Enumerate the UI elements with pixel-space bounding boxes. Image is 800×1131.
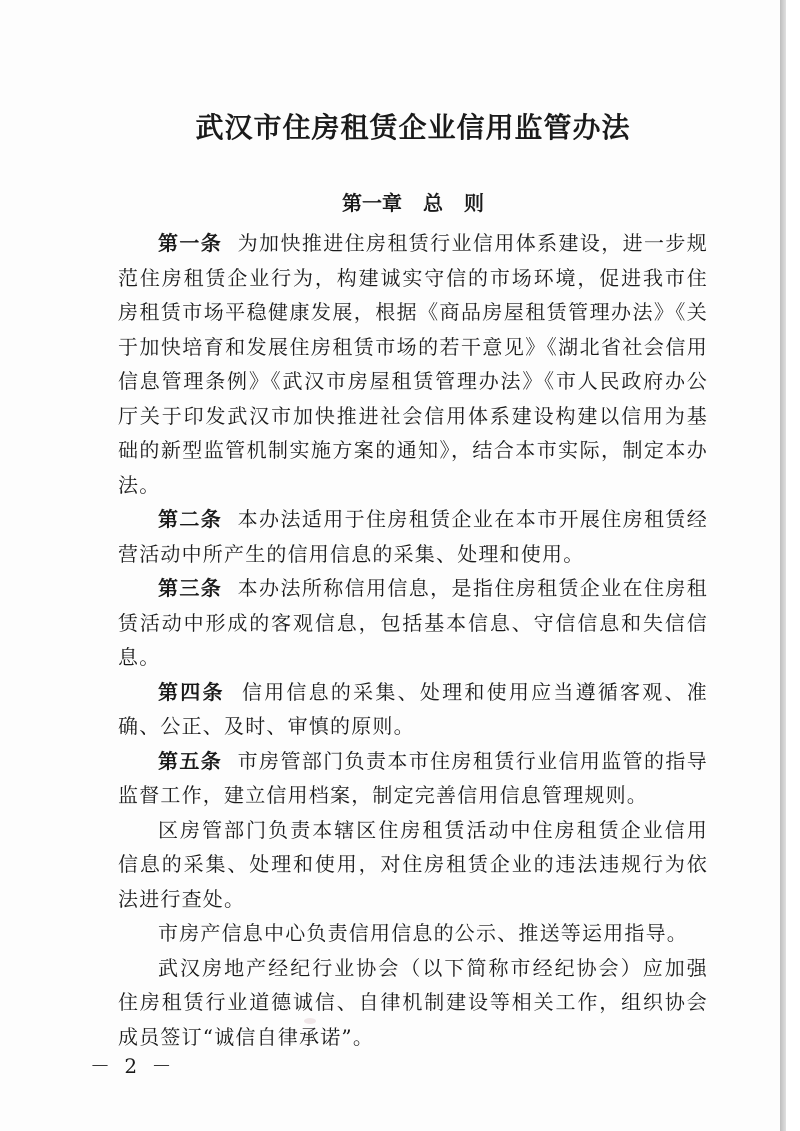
- article-2: [118, 502, 708, 571]
- article-text: 本办法所称信用信息，是指住房租赁企业在住房租赁活动中形成的客观信息，包括基本信息、守信信息和失信信息。: [118, 576, 708, 669]
- article-text: 信用信息的采集、处理和使用应当遵循客观、准确、公正、及时、审慎的原则。: [118, 679, 708, 738]
- article-3: [118, 571, 708, 675]
- chapter-title: 第一章 总 则: [342, 191, 484, 215]
- paragraph-district-duties: 区房管部门负责本辖区住房租赁活动中住房租赁企业信用信息的采集、处理和使用，对住房租赁企业的违法违规行为依法进行查处。: [118, 817, 708, 911]
- article-label: 第二条: [158, 507, 223, 531]
- article-label: 第一条: [158, 231, 223, 255]
- article-1: [118, 226, 708, 502]
- article-label: 第三条: [158, 576, 223, 600]
- scan-edge-margin: [786, 0, 800, 1131]
- article-5: [118, 744, 708, 813]
- article-text: 本办法适用于住房租赁企业在本市开展住房租赁经营活动中所产生的信用信息的采集、处理和使用。: [118, 507, 708, 566]
- document-title: 武汉市住房租赁企业信用监管办法: [195, 111, 631, 144]
- article-label: 第四条: [158, 679, 225, 704]
- scan-smudge: [304, 1018, 316, 1024]
- paragraph-association-duties: 武汉房地产经纪行业协会（以下简称市经纪协会）应加强住房租赁行业道德诚信、自律机制建设等相关工作，组织协会成员签订“诚信自律承诺”。: [118, 955, 708, 1049]
- article-4: [118, 675, 708, 744]
- article-text: 为加快推进住房租赁行业信用体系建设，进一步规范住房租赁企业行为，构建诚实守信的市场环境，促进我市住房租赁市场平稳健康发展，根据《商品房屋租赁管理办法》《关于加快培育和发展住房租赁市场的若干意见》《湖北省社会信用信息管理条例》《武汉市房屋租赁管理办法》《市人民政府办公厅关于印发武汉市加快推进社会信用体系建设构建以信用为基础的新型监管机制实施方案的通知》，结合本市实际，制定本办法。: [118, 231, 708, 497]
- article-text: 市房管部门负责本市住房租赁行业信用监管的指导监督工作，建立信用档案，制定完善信用信息管理规则。: [118, 748, 708, 807]
- page-number: － 2 －: [90, 1054, 176, 1078]
- article-label: 第五条: [158, 748, 223, 773]
- document-body: [118, 108, 708, 1054]
- paragraph-info-center-duties: 市房产信息中心负责信用信息的公示、推送等运用指导。: [158, 921, 688, 945]
